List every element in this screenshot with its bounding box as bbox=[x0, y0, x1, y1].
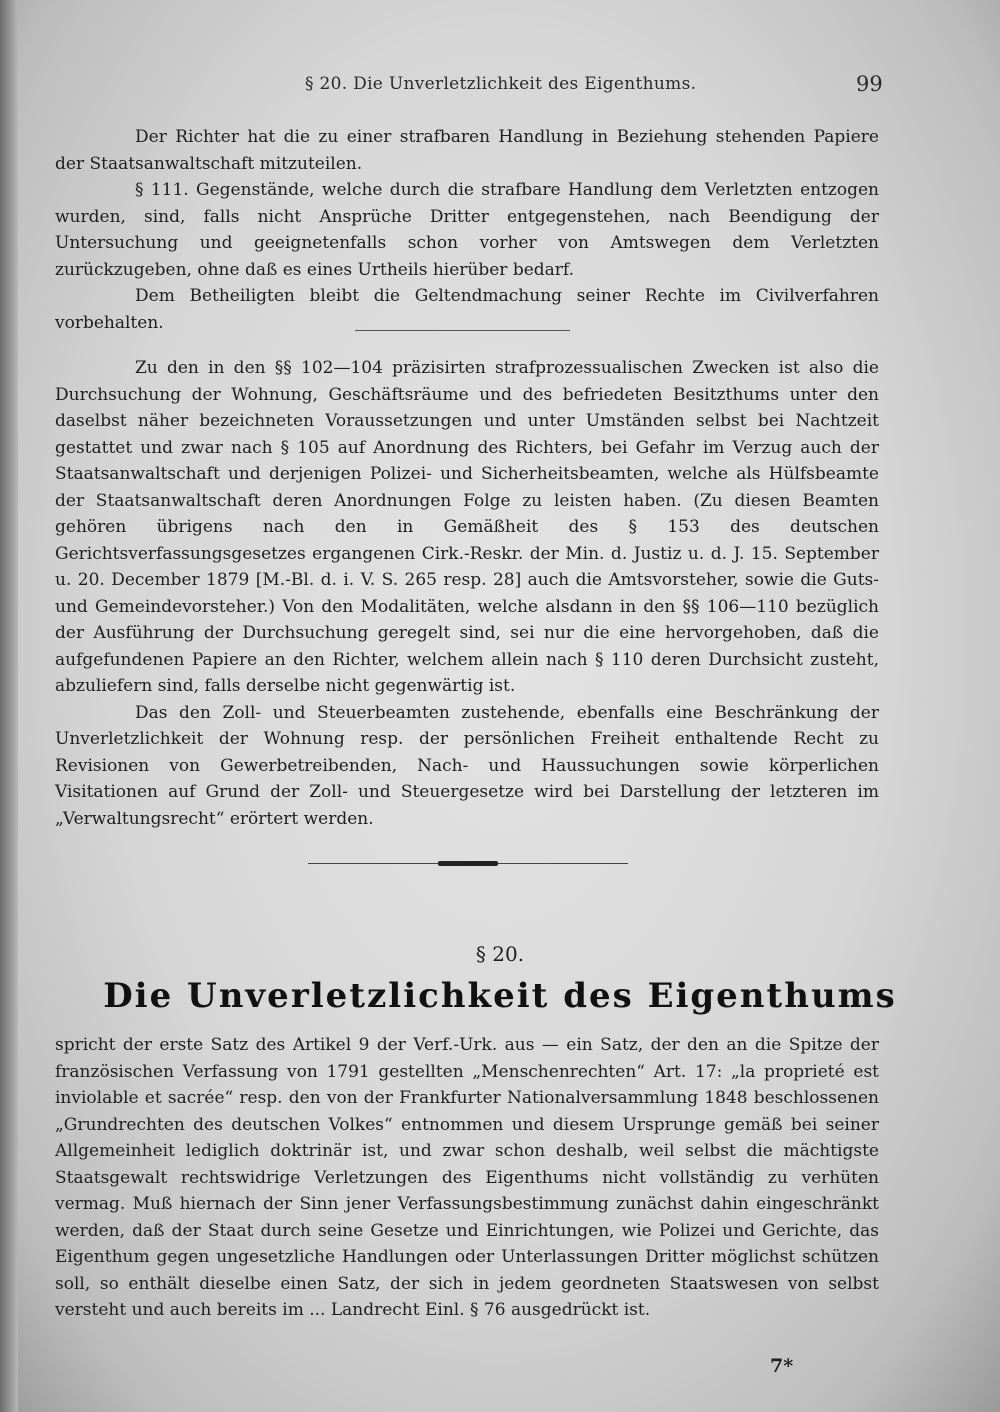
page-number: 99 bbox=[856, 72, 883, 96]
section-title: Die Unverletzlichkeit des Eigenthums bbox=[103, 976, 897, 1016]
paragraph: Dem Betheiligten bleibt die Geltendmachung seiner Rechte im Civilverfahren vorbehalten. bbox=[55, 286, 879, 333]
top-text-block bbox=[55, 124, 879, 336]
bottom-text-block bbox=[55, 1032, 879, 1324]
paragraph: Das den Zoll- und Steuerbeamten zustehende, ebenfalls eine Beschränkung der Unverletzlichkeit der Wohnung resp. der persönlichen Freiheit enthaltende Recht zu Revisionen von Gewerbetreibenden, Nach- und Haussuchungen sowie körperlichen Visitationen auf Grund der Zoll- und Steuergesetze wird bei Darstellung der letzteren im „Verwaltungsrecht“ erörtert werden. bbox=[55, 702, 879, 829]
paragraph: spricht der erste Satz des Artikel 9 der Verf.-Urk. aus — ein Satz, der den an die Spitze der französischen Verfassung von 1791 gestellten „Menschenrechten“ Art. 17: „la proprieté est inviolable et sacrée“ resp. den von der Frankfurter Nationalversammlung 1848 beschlossenen „Grundrechten des deutschen Volkes“ entnommen und diesem Ursprunge gemäß bei seiner Allgemeinheit lediglich doktrinär ist, und zwar schon deshalb, weil selbst die mächtigste Staatsgewalt rechtswidrige Verletzungen des Eigenthums nicht vollständig zu verhüten vermag. Muß hiernach der Sinn jener Verfassungsbestimmung zunächst dahin eingeschränkt werden, daß der Staat durch seine Gesetze und Einrichtungen, wie Polizei und Gerichte, das Eigenthum gegen ungesetzliche Handlungen oder Unterlassungen Dritter möglichst schützen soll, so enthält dieselbe einen Satz, der sich in jedem geordneten Staatswesen von selbst versteht und auch bereits im ... Landrecht Einl. § 76 ausgedrückt ist. bbox=[55, 1035, 879, 1320]
divider-bar bbox=[438, 861, 498, 866]
signature-mark: 7* bbox=[770, 1355, 794, 1377]
paragraph: Der Richter hat die zu einer strafbaren Handlung in Beziehung stehenden Papiere der Staatsanwaltschaft mitzuteilen. bbox=[55, 127, 879, 174]
running-header: § 20. Die Unverletzlichkeit des Eigenthums. bbox=[305, 74, 697, 94]
separator-rule bbox=[355, 330, 570, 331]
page-edge-shadow bbox=[0, 0, 18, 1412]
section-number: § 20. bbox=[475, 942, 525, 966]
paragraph: Zu den in den §§ 102—104 präzisirten strafprozessualischen Zwecken ist also die Durchsuchung der Wohnung, Geschäftsräume und des befriedeten Besitzthums unter den daselbst näher bezeichneten Voraussetzungen und unter Umständen selbst bei Nachtzeit gestattet und zwar nach § 105 auf Anordnung des Richters, bei Gefahr im Verzug auch der Staatsanwaltschaft und derjenigen Polizei- und Sicherheitsbeamten, welche als Hülfsbeamte der Staatsanwaltschaft deren Anordnungen Folge zu leisten haben. (Zu diesen Beamten gehören übrigens nach den in Gemäßheit des § 153 des deutschen Gerichtsverfassungsgesetzes ergangenen Cirk.-Reskr. der Min. d. Justiz u. d. J. 15. September u. 20. December 1879 [M.-Bl. d. i. V. S. 265 resp. 28] auch die Amtsvorsteher, sowie die Guts- und Gemeindevorsteher.) Von den Modalitäten, welche alsdann in den §§ 106—110 bezüglich der Ausführung der Durchsuchung geregelt sind, sei nur die eine hervorgehoben, daß die aufgefundenen Papiere an den Richter, welchem allein nach § 110 deren Durchsicht zusteht, abzuliefern sind, falls derselbe nicht gegenwärtig ist. bbox=[55, 358, 879, 696]
ornamental-divider bbox=[308, 858, 628, 870]
paragraph: § 111. Gegenstände, welche durch die strafbare Handlung dem Verletzten entzogen wurden, sind, falls nicht Ansprüche Dritter entgegenstehen, nach Beendigung der Untersuchung und geeignetenfalls schon vorher von Amtswegen dem Verletzten zurückzugeben, ohne daß es eines Urtheils hierüber bedarf. bbox=[55, 180, 879, 280]
middle-text-block bbox=[55, 355, 879, 832]
